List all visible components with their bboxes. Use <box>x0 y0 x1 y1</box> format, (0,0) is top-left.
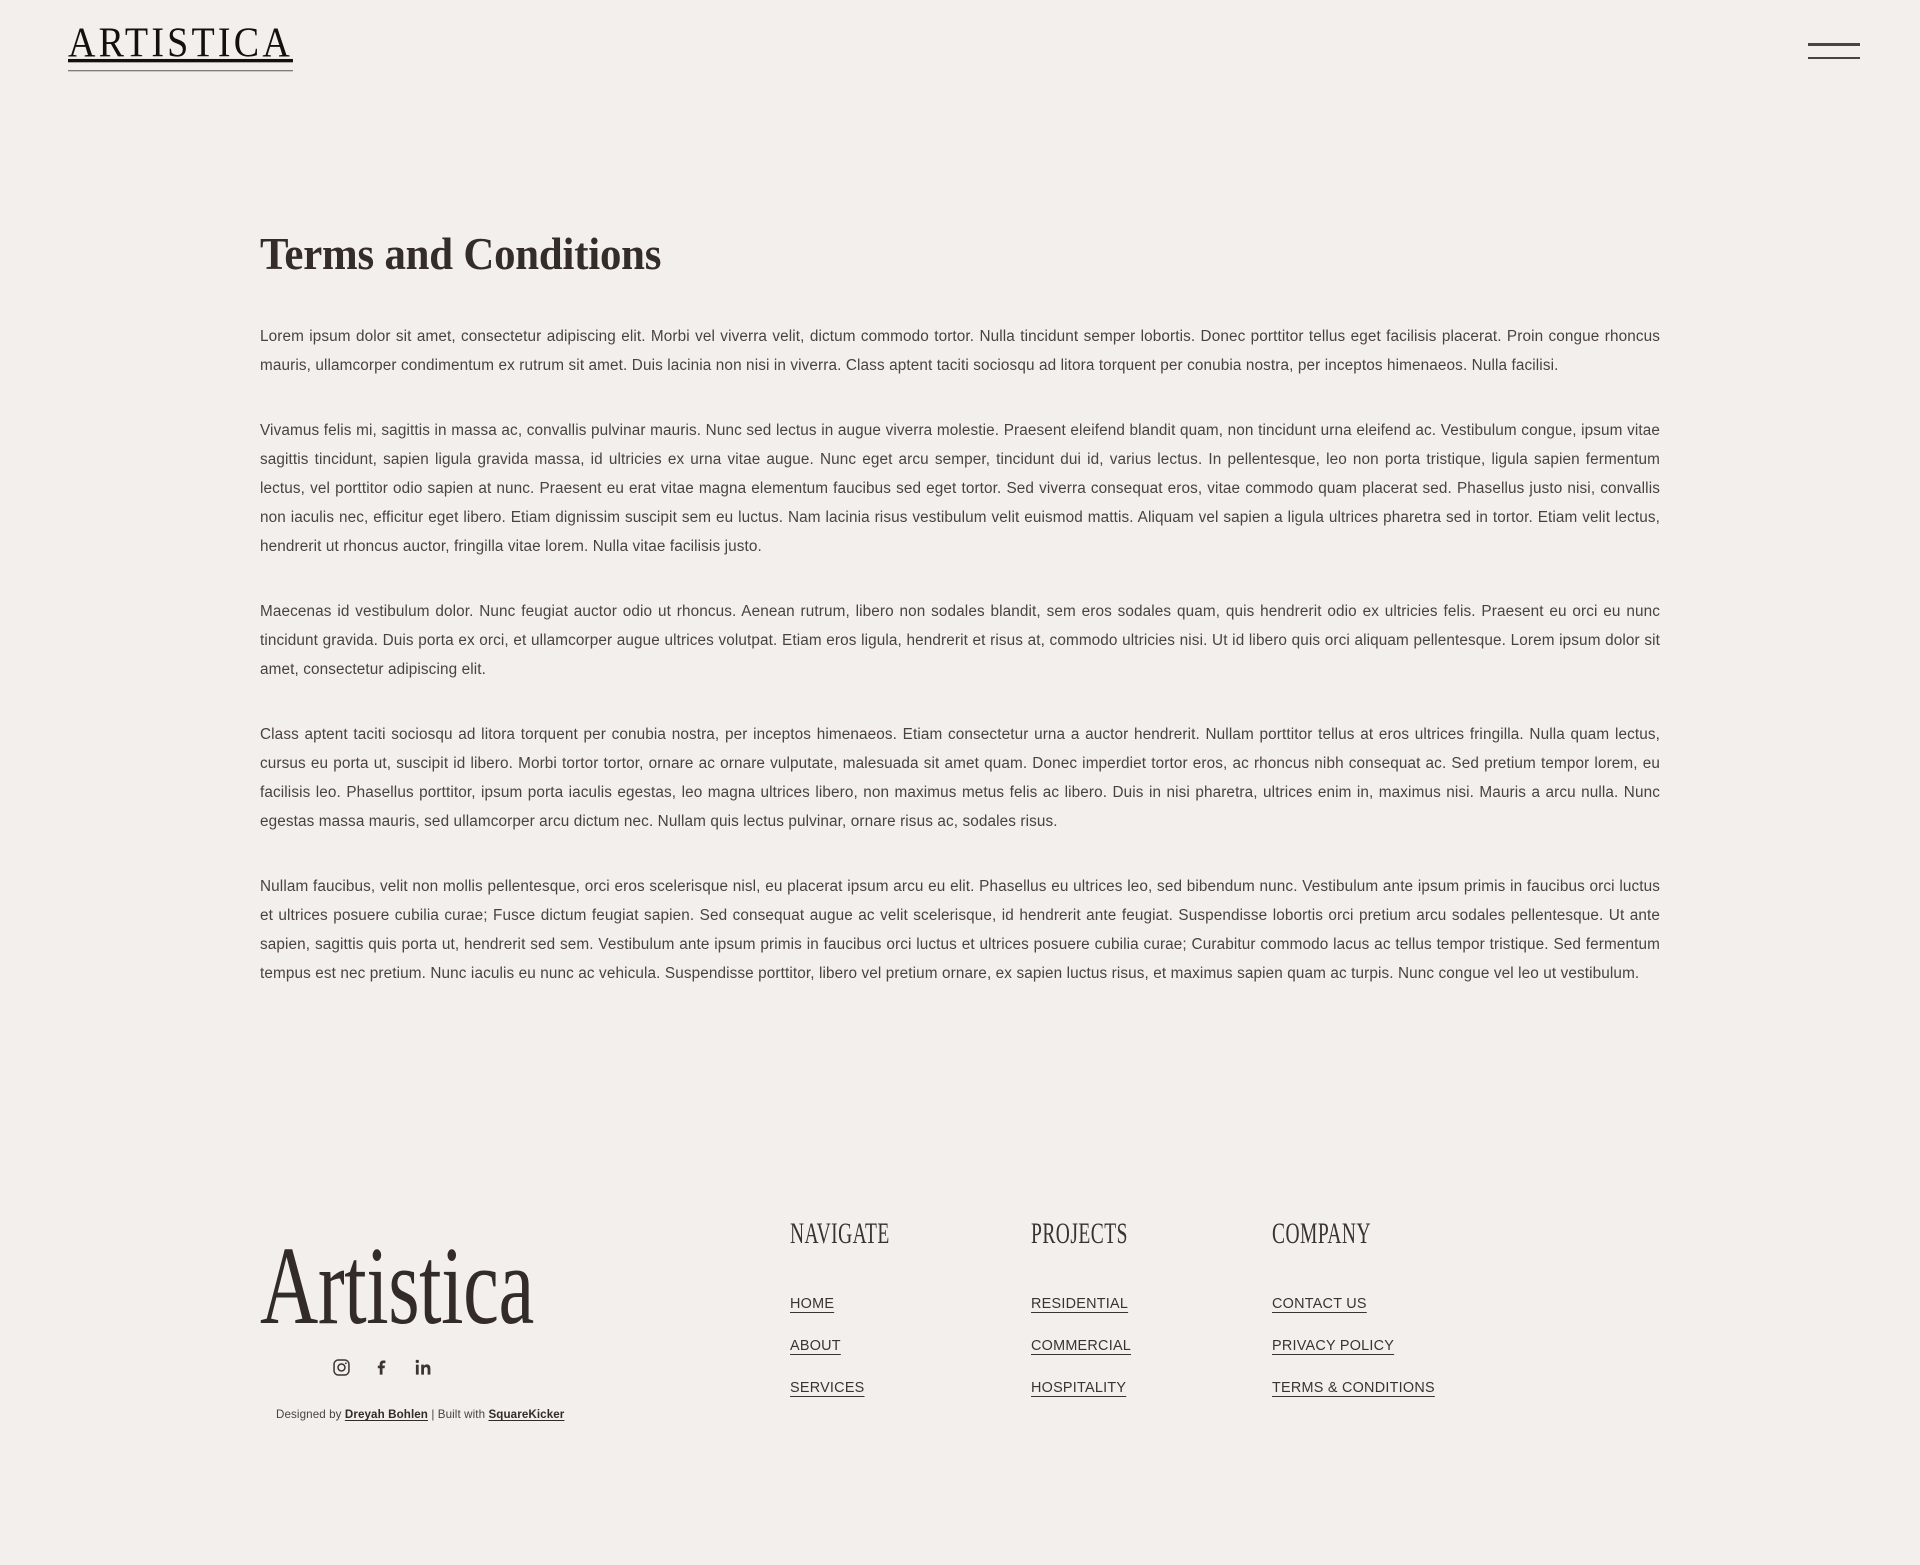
footer-column-title: NAVIGATE <box>790 1218 890 1251</box>
credits <box>276 1408 790 1421</box>
list-item <box>790 1337 1031 1355</box>
paragraph: Class aptent taciti sociosqu ad litora torquent per conubia nostra, per inceptos himenaeos. Etiam consectetur urna a auctor hendrerit. Nullam porttitor tellus at eros ultrices fringilla. Nulla quam lectus, cursus eu porta ut, suscipit id libero. Morbi tortor tortor, ornare ac ornare vulputate, malesuada sit amet quam. Donec imperdiet tortor eros, ac rhoncus nibh consequat ac. Sed pretium tempor lorem, eu facilisis leo. Phasellus porttitor, ipsum porta iaculis egestas, leo magna ultrices libero, non maximus metus felis ac libero. Duis in nisi pharetra, ultrices enim in, maximus nisi. Mauris a arcu nulla. Nunc egestas massa mauris, sed ullamcorper arcu dictum nec. Nullam quis lectus pulvinar, ornare risus ac, sodales risus. <box>260 726 1660 831</box>
list-item <box>1272 1337 1572 1355</box>
hamburger-bar-bottom <box>1808 57 1860 59</box>
footer-link-home[interactable]: HOME <box>790 1296 835 1313</box>
list-item <box>1031 1337 1272 1355</box>
list-item <box>1272 1295 1572 1313</box>
paragraph: Nullam faucibus, velit non mollis pellentesque, orci eros scelerisque nisl, eu placerat ipsum arcu eu elit. Phasellus eu ultrices leo, sed bibendum nunc. Vestibulum ante ipsum primis in faucibus orci luctus et ultrices posuere cubilia curae; Fusce dictum feugiat sapien. Sed consequat augue ac velit scelerisque, id hendrerit ante feugiat. Suspendisse lobortis orci pretium arcu sodales pellentesque. Ut ante sapien, sagittis quis porta ut, hendrerit sed sem. Vestibulum ante ipsum primis in faucibus orci luctus et ultrices posuere cubilia curae; Curabitur commodo lacus ac tellus tempor tristique. Sed fermentum tempus est nec pretium. Nunc iaculis eu nunc ac vehicula. Suspendisse porttitor, libero vel pretium ornare, ex sapien luctus risus, et maximus sapien quam ac turpis. Nunc congue vel leo ut vestibulum. <box>260 878 1660 983</box>
credit-separator: | Built with <box>428 1408 489 1422</box>
list-item <box>790 1379 1031 1397</box>
footer-link-list <box>1031 1295 1272 1397</box>
footer-column-title: COMPANY <box>1272 1218 1372 1251</box>
footer-link-privacy-policy[interactable]: PRIVACY POLICY <box>1272 1338 1395 1355</box>
body-copy <box>260 322 1660 988</box>
hamburger-menu-icon[interactable] <box>1808 34 1860 68</box>
instagram-icon[interactable] <box>330 1356 352 1378</box>
page-title: Terms and Conditions <box>260 228 662 279</box>
footer-link-services[interactable]: SERVICES <box>790 1380 865 1397</box>
site-header <box>0 0 1920 106</box>
list-item <box>1272 1379 1572 1397</box>
footer-link-about[interactable]: ABOUT <box>790 1338 841 1355</box>
paragraph: Vivamus felis mi, sagittis in massa ac, convallis pulvinar mauris. Nunc sed lectus in augue viverra molestie. Praesent eleifend blandit quam, non tincidunt urna eleifend ac. Vestibulum congue, ipsum vitae sagittis tincidunt, sapien ligula gravida massa, id ultricies ex urna vitae augue. Nunc eget arcu semper, tincidunt dui id, varius lectus. In pellentesque, leo non porta tristique, ligula sapien fermentum lectus, vel porttitor odio sapien at nunc. Praesent eu erat vitae magna elementum faucibus sed eget tortor. Sed viverra consequat eros, vitae commodo quam placerat sed. Phasellus justo nisi, convallis non iaculis nec, efficitur eget libero. Etiam dignissim suscipit sem eu luctus. Nam lacinia risus vestibulum velit euismod mattis. Aliquam vel sapien a ligula ultrices pharetra sed in tortor. Etiam velit lectus, hendrerit ut rhoncus auctor, fringilla vitae lorem. Nulla vitae facilisis justo. <box>260 422 1660 556</box>
footer-column-navigate <box>790 1218 1031 1397</box>
footer-logo: Artistica <box>260 1223 534 1348</box>
designer-link[interactable]: Dreyah Bohlen <box>344 1408 428 1422</box>
facebook-icon[interactable] <box>371 1356 393 1378</box>
linkedin-icon[interactable] <box>412 1356 434 1378</box>
paragraph: Maecenas id vestibulum dolor. Nunc feugiat auctor odio ut rhoncus. Aenean rutrum, libero non sodales blandit, sem eros sodales quam, quis hendrerit odio ex ultricies felis. Praesent eu orci eu nunc tincidunt gravida. Duis porta ex orci, et ullamcorper augue ultrices volutpat. Etiam eros ligula, hendrerit et risus at, commodo ultricies nisi. Ut id libero quis orci aliquam pellentesque. Lorem ipsum dolor sit amet, consectetur adipiscing elit. <box>260 603 1660 679</box>
footer-link-list <box>790 1295 1031 1397</box>
hamburger-bar-top <box>1808 43 1860 45</box>
footer-link-list <box>1272 1295 1572 1397</box>
footer-column-company <box>1272 1218 1572 1397</box>
footer-column-projects <box>1031 1218 1272 1397</box>
footer-link-residential[interactable]: RESIDENTIAL <box>1031 1296 1129 1313</box>
paragraph: Lorem ipsum dolor sit amet, consectetur adipiscing elit. Morbi vel viverra velit, dictum commodo tortor. Nulla tincidunt semper lobortis. Donec porttitor tellus eget facilisis placerat. Proin congue rhoncus mauris, ullamcorper condimentum ex rutrum sit amet. Duis lacinia non nisi in viverra. Class aptent taciti sociosqu ad litora torquent per conubia nostra, per inceptos himenaeos. Nulla facilisi. <box>260 328 1660 375</box>
article-content <box>260 106 1660 988</box>
footer-column-title: PROJECTS <box>1031 1218 1128 1251</box>
list-item <box>790 1295 1031 1313</box>
footer-link-terms-conditions[interactable]: TERMS & CONDITIONS <box>1272 1380 1435 1397</box>
footer-link-hospitality[interactable]: HOSPITALITY <box>1031 1380 1127 1397</box>
footer-link-contact-us[interactable]: CONTACT US <box>1272 1296 1367 1313</box>
social-links <box>330 1356 790 1378</box>
page-wrap <box>0 106 1920 1481</box>
list-item <box>1031 1295 1272 1313</box>
footer-link-commercial[interactable]: COMMERCIAL <box>1031 1338 1132 1355</box>
list-item <box>1031 1379 1272 1397</box>
brand-logo[interactable]: ARTISTICA <box>68 22 293 71</box>
credit-prefix: Designed by <box>276 1408 345 1422</box>
builder-link[interactable]: SquareKicker <box>488 1408 565 1422</box>
footer-brand <box>260 1218 790 1421</box>
site-footer <box>260 988 1660 1481</box>
